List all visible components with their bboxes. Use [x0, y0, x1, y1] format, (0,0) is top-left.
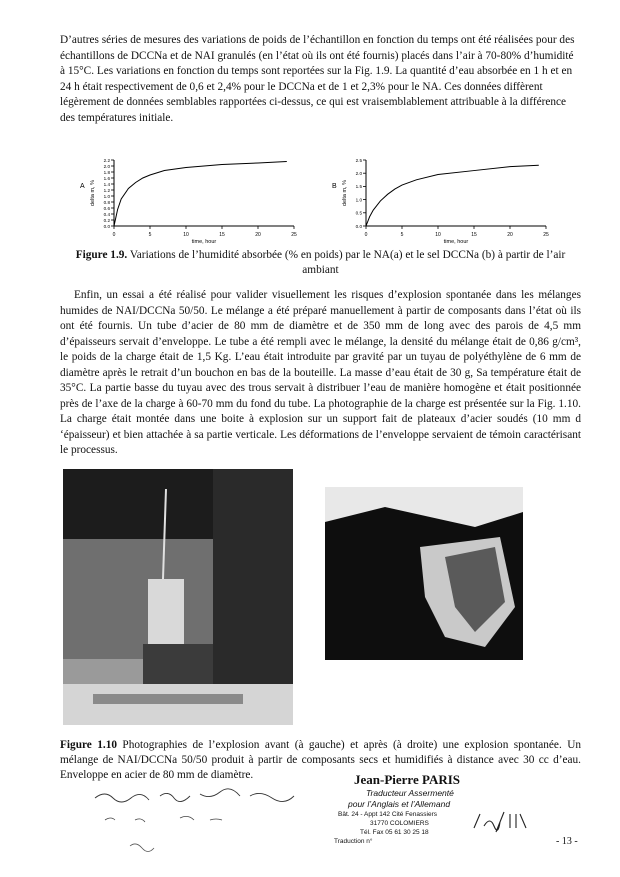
y-tick-label: 2.0 [103, 163, 110, 169]
handwritten-scribbles [90, 786, 330, 866]
stamp-name: Jean-Pierre PARIS [354, 772, 461, 787]
figure-1-9-caption [60, 248, 581, 278]
photo-after-explosion-image [325, 487, 523, 660]
y-tick-label: 1.5 [355, 184, 362, 190]
x-tick-label: 20 [507, 232, 513, 238]
y-axis-label: delta m, % [342, 180, 348, 206]
y-tick-label: 0.8 [103, 199, 110, 205]
x-tick-label: 0 [112, 232, 116, 238]
figure-1-10-text: Photographies de l’explosion avant (à gauche) et après (à droite) une explosion spontanée. Un mélange de NAI/DCCNa 50/50 produit à partir de composants secs et humidifiés à distance avec 30 cc d’eau. Enveloppe en acier de 80 mm de diamètre. [60, 739, 582, 781]
photo-before-explosion-image [63, 469, 293, 725]
stamp-line-4: 31770 COLOMIERS [370, 820, 429, 827]
y-tick-label: 2.5 [355, 157, 362, 163]
series-line [114, 162, 287, 227]
y-tick-label: 1.2 [103, 187, 110, 193]
photo-before-explosion [63, 469, 293, 725]
y-tick-label: 1.4 [103, 181, 110, 187]
x-tick-label: 10 [183, 232, 189, 238]
stamp-line-3: Bât. 24 - Appt 142 Cité Fenassiers [338, 811, 437, 818]
y-tick-label: 1.8 [103, 169, 110, 175]
x-tick-label: 5 [148, 232, 152, 238]
y-tick-label: 1.0 [103, 193, 110, 199]
stamp-line-2: pour l’Anglais et l’Allemand [348, 799, 451, 809]
y-tick-label: 0.0 [103, 223, 110, 229]
y-tick-label: 0.0 [355, 223, 362, 229]
photo-after-explosion [325, 487, 523, 660]
paragraph-explosion-test: Enfin, un essai a été réalisé pour valider visuellement les risques d’explosion spontanée dans les mélanges humides de NAI/DCCNa 50/50. Le mélange a été préparé manuellement à partir de composants dans l’état où ils ont été fournis. Un tube d’acier de 80 mm de diamètre et de 350 mm de long avec des parois de 4,5 mm d’épaisseurs servait d’enveloppe. Le tube a été rempli avec le mélange, la densité du mélange était de 0,86 g/cm³, le poids de la charge était de 1,5 Kg. L’eau était introduite par gravité par un tuyau de polyéthylène de 6 mm de diamètre après le retrait d’un bouchon en bas de la bouteille. La masse d’eau était de 30 g, Sa température était de 35°C. La partie basse du tuyau avec des trous servait à distribuer l’eau de manière homogène et était positionnée près de l’axe de la charge à 60-70 mm du fond du tube. La photographie de la charge est présentée sur la Fig. 1.10. La charge était montée dans une boite à explosion sur un support fait de plateaux d’acier soudés (10 mm d ‘épaisseur) et bien attachée à sa partie verticale. Les déformations de l’enveloppe servaient de témoin caractérisant le processus. [60, 289, 581, 456]
y-tick-label: 2.2 [103, 157, 110, 163]
figure-1-10-label: Figure 1.10 [60, 739, 117, 751]
y-tick-label: 2.0 [355, 171, 362, 176]
x-tick-label: 0 [364, 232, 368, 238]
stamp-line-5: Tél. Fax 05 61 30 25 18 [360, 829, 429, 836]
stamp-line-6: Traduction n° [334, 838, 373, 845]
page-number: - 13 - [556, 836, 578, 847]
x-tick-label: 15 [219, 232, 225, 238]
chart-b-humidity-dccna [328, 148, 568, 246]
figure-1-9-text: Variations de l’humidité absorbée (% en poids) par le NA(a) et le sel DCCNa (b) à partir de l’air ambiant [127, 249, 566, 276]
x-tick-label: 20 [255, 232, 261, 238]
y-axis-label: delta m, % [90, 180, 96, 206]
chart-a-humidity-na [76, 148, 316, 246]
y-tick-label: 0.5 [355, 210, 362, 216]
chart-panel-label: B [332, 183, 337, 190]
series-line [366, 165, 539, 226]
y-tick-label: 0.6 [103, 205, 110, 211]
stamp-line-1: Traducteur Assermenté [366, 788, 454, 798]
y-tick-label: 0.4 [103, 211, 110, 217]
y-tick-label: 1.0 [355, 197, 362, 203]
x-tick-label: 10 [435, 232, 441, 238]
x-axis-label: time, hour [191, 239, 217, 245]
x-tick-label: 25 [291, 232, 297, 238]
x-tick-label: 15 [471, 232, 477, 238]
handwritten-signature [470, 806, 530, 836]
figure-1-9-label: Figure 1.9. [75, 249, 128, 261]
x-tick-label: 25 [543, 232, 549, 238]
x-tick-label: 5 [400, 232, 404, 238]
x-axis-label: time, hour [443, 239, 469, 245]
y-tick-label: 1.6 [103, 175, 110, 181]
chart-panel-label: A [80, 183, 85, 190]
y-tick-label: 0.2 [103, 217, 110, 223]
paragraph-humidity-measurements: D’autres séries de mesures des variations de poids de l’échantillon en fonction du temps ont été réalisées pour des échantillons de DCCNa et de NAI granulés (en l’état où ils ont été fournis) placés dans l’air à 70-80% d’humidité à 15°C. Les variations en fonction du temps sont reportées sur la Fig. 1.9. La quantité d’eau absorbée en 1 h et en 24 h était respectivement de 0,6 et 2,4% pour le DCCNa et de 1 et 2,3% pour le NA. Ces données diffèrent légèrement de données semblables rapportées ci-dessus, ce qui est vraisemblablement attribuable à la différence des températures initiale. [60, 34, 575, 124]
